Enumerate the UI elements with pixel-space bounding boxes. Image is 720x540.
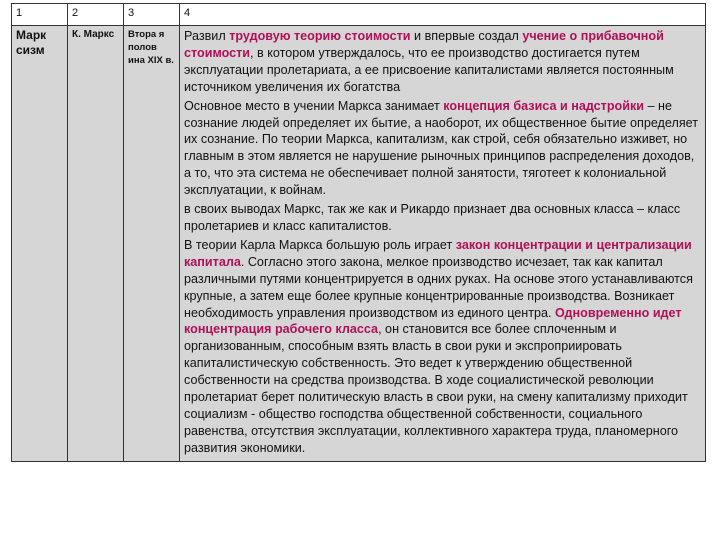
highlight-term: концепция базиса и надстройки <box>443 98 644 113</box>
highlight-term: Одновременно идет концентрация рабочего класса <box>184 305 682 337</box>
text-span: Развил <box>184 29 230 43</box>
text-span: Основное место в учении Маркса занимает <box>184 98 444 113</box>
content-table <box>11 3 706 462</box>
text-span: , он становится все более сплоченным и организованным, способным взять власть в свои руки и экспроприировать капиталистическую собственность. Это ведет к утверждению общественной собственности на средства производства. В ходе социалистической революции пролетариат берет политическую власть в свои руки, на смену капитализму приходит социализм - общество господства общественной собственности, социального равенства, отсутствия эксплуатации, коллективного характера труда, планомерного развития экономики. <box>184 322 688 455</box>
header-cell-4: 4 <box>180 4 706 26</box>
text-span: , в котором утверждалось, что ее производство достигается путем эксплуатации пролетариата, а ее присвоение капиталистами является постоянным источником увеличения их богатства <box>184 45 674 94</box>
doctrine-cell <box>12 26 68 462</box>
header-cell-2: 2 <box>68 4 124 26</box>
paragraph-2 <box>184 98 701 199</box>
period-text: Втора я полов ина XIX в. <box>128 29 174 66</box>
header-cell-1: 1 <box>12 4 68 26</box>
period-cell <box>124 26 180 462</box>
paragraph-4 <box>184 237 701 457</box>
text-span: . Согласно этого закона, мелкое производство исчезает, так как капитал различными путями концентрируется в одних руках. На основе этого устанавливаются крупные, а затем еще более крупные концентрированные производства. Возникает необходимость управления производством из единого центра. <box>184 254 693 320</box>
paragraph-3: в своих выводах Маркс, так же как и Рикардо признает два основных класса – класс пролетариев и класс капиталистов. <box>184 202 681 233</box>
description-cell <box>180 26 706 462</box>
highlight-term: закон концентрации и централизации капитала <box>184 237 692 269</box>
text-span: – не сознание людей определяет их бытие, а наоборот, их общественное бытие определяет их сознание. По теории Маркса, капитализм, как строй, себя обязательно изживет, но главным в этом является не нарушение рыночных принципов распределения доходов, а то, что эта система не обеспечивает полной занятости, тяготеет к колониальной эксплуатации, к войнам. <box>184 98 699 198</box>
text-span: и впервые создал <box>410 29 523 43</box>
paragraph-1 <box>184 28 701 96</box>
highlight-term: трудовую теорию стоимости <box>229 29 411 43</box>
author-cell <box>68 26 124 462</box>
author-name: К. Маркс <box>72 29 115 40</box>
header-cell-3: 3 <box>124 4 180 26</box>
text-span: В теории Карла Маркса большую роль играет <box>184 237 456 252</box>
header-row <box>12 4 706 26</box>
doctrine-name: Марк сизм <box>16 28 47 57</box>
table-row <box>12 26 706 462</box>
highlight-term: учение о прибавочной стоимости <box>184 29 664 60</box>
